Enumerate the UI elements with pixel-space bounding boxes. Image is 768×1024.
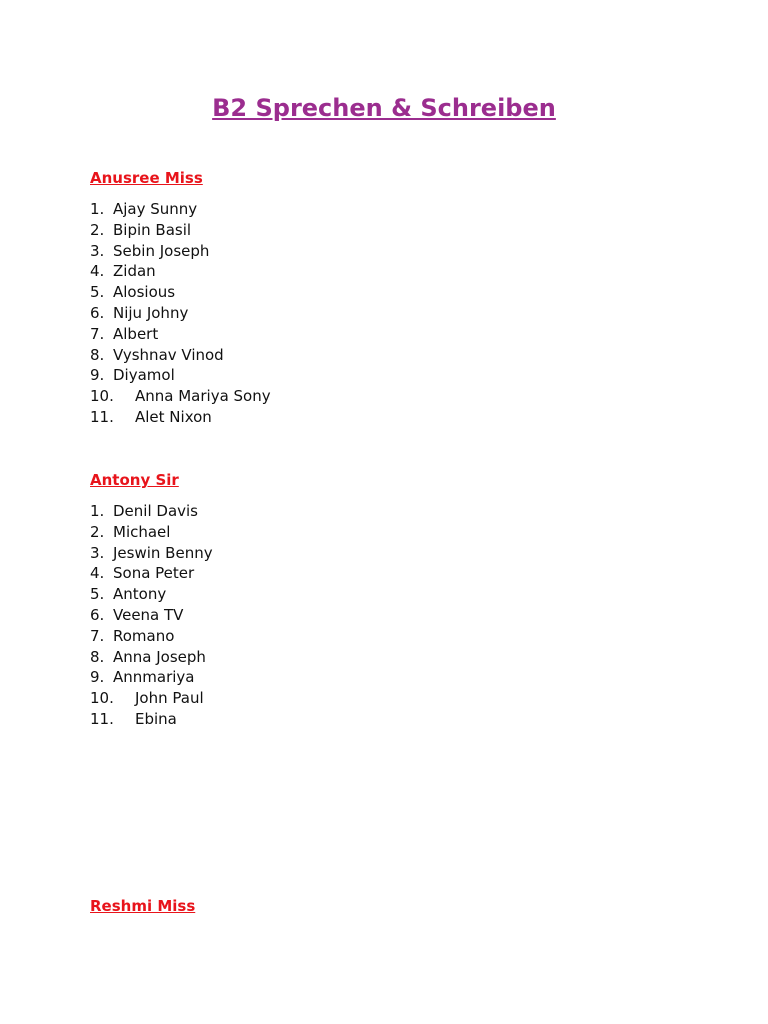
student-name: Denil Davis xyxy=(113,502,198,520)
student-name: Niju Johny xyxy=(113,303,189,322)
list-item-number: 9. xyxy=(90,668,105,687)
student-name: Ajay Sunny xyxy=(113,200,198,218)
page-title: B2 Sprechen & Schreiben xyxy=(212,94,556,122)
list-item-number: 2. xyxy=(90,220,105,239)
list-item-number: 4. xyxy=(90,564,105,583)
list-item xyxy=(90,501,690,522)
list-item xyxy=(90,584,690,605)
list-item xyxy=(90,220,690,241)
list-item xyxy=(90,667,690,688)
list-item-number: 6. xyxy=(90,303,105,322)
student-name: Bipin Basil xyxy=(113,220,192,239)
list-item xyxy=(90,261,690,282)
student-name: Anna Mariya Sony xyxy=(135,387,271,406)
student-name: Jeswin Benny xyxy=(113,543,213,562)
student-name: Romano xyxy=(113,626,175,645)
teacher-heading: Anusree Miss xyxy=(90,169,203,187)
student-name: Alosious xyxy=(113,283,176,302)
list-item xyxy=(90,709,690,730)
student-name: Ebina xyxy=(135,709,177,728)
list-item xyxy=(90,199,690,220)
student-name: Zidan xyxy=(113,262,156,281)
list-item xyxy=(90,282,690,303)
list-item xyxy=(90,407,690,428)
list-item xyxy=(90,605,690,626)
list-item-number: 9. xyxy=(90,366,105,385)
list-item-number: 7. xyxy=(90,626,105,645)
list-item xyxy=(90,543,690,564)
student-name: Alet Nixon xyxy=(135,407,212,426)
list-item xyxy=(90,647,690,668)
list-item-number: 5. xyxy=(90,283,105,302)
list-item-number: 7. xyxy=(90,324,105,343)
list-item xyxy=(90,365,690,386)
list-item-number: 6. xyxy=(90,605,105,624)
list-item xyxy=(90,563,690,584)
student-name: Diyamol xyxy=(113,366,175,385)
list-item-number: 10. xyxy=(90,387,114,406)
group-anusree-miss xyxy=(90,168,690,428)
list-item-number: 11. xyxy=(90,709,114,728)
list-item xyxy=(90,688,690,709)
list-item xyxy=(90,303,690,324)
student-name: Michael xyxy=(113,522,171,541)
teacher-heading: Antony Sir xyxy=(90,471,179,489)
list-item xyxy=(90,386,690,407)
student-name: John Paul xyxy=(135,689,204,708)
student-name: Sona Peter xyxy=(113,564,195,583)
teacher-heading: Reshmi Miss xyxy=(90,897,196,915)
list-item-number: 8. xyxy=(90,345,105,364)
list-item-number: 1. xyxy=(90,200,105,218)
student-name: Veena TV xyxy=(113,605,184,624)
list-item-number: 10. xyxy=(90,689,114,708)
list-item-number: 3. xyxy=(90,543,105,562)
student-list xyxy=(90,199,690,428)
list-item-number: 11. xyxy=(90,407,114,426)
list-item xyxy=(90,626,690,647)
student-name: Anna Joseph xyxy=(113,647,206,666)
student-name: Sebin Joseph xyxy=(113,241,210,260)
group-reshmi-miss xyxy=(90,896,690,916)
list-item xyxy=(90,324,690,345)
list-item-number: 5. xyxy=(90,585,105,604)
student-name: Antony xyxy=(113,585,167,604)
list-item xyxy=(90,522,690,543)
list-item-number: 2. xyxy=(90,522,105,541)
list-item-number: 3. xyxy=(90,241,105,260)
list-item-number: 1. xyxy=(90,502,105,520)
group-antony-sir xyxy=(90,470,690,730)
list-item xyxy=(90,241,690,262)
student-name: Albert xyxy=(113,324,159,343)
student-name: Vyshnav Vinod xyxy=(113,345,224,364)
list-item-number: 8. xyxy=(90,647,105,666)
list-item-number: 4. xyxy=(90,262,105,281)
student-list xyxy=(90,501,690,730)
student-name: Annmariya xyxy=(113,668,195,687)
list-item xyxy=(90,345,690,366)
